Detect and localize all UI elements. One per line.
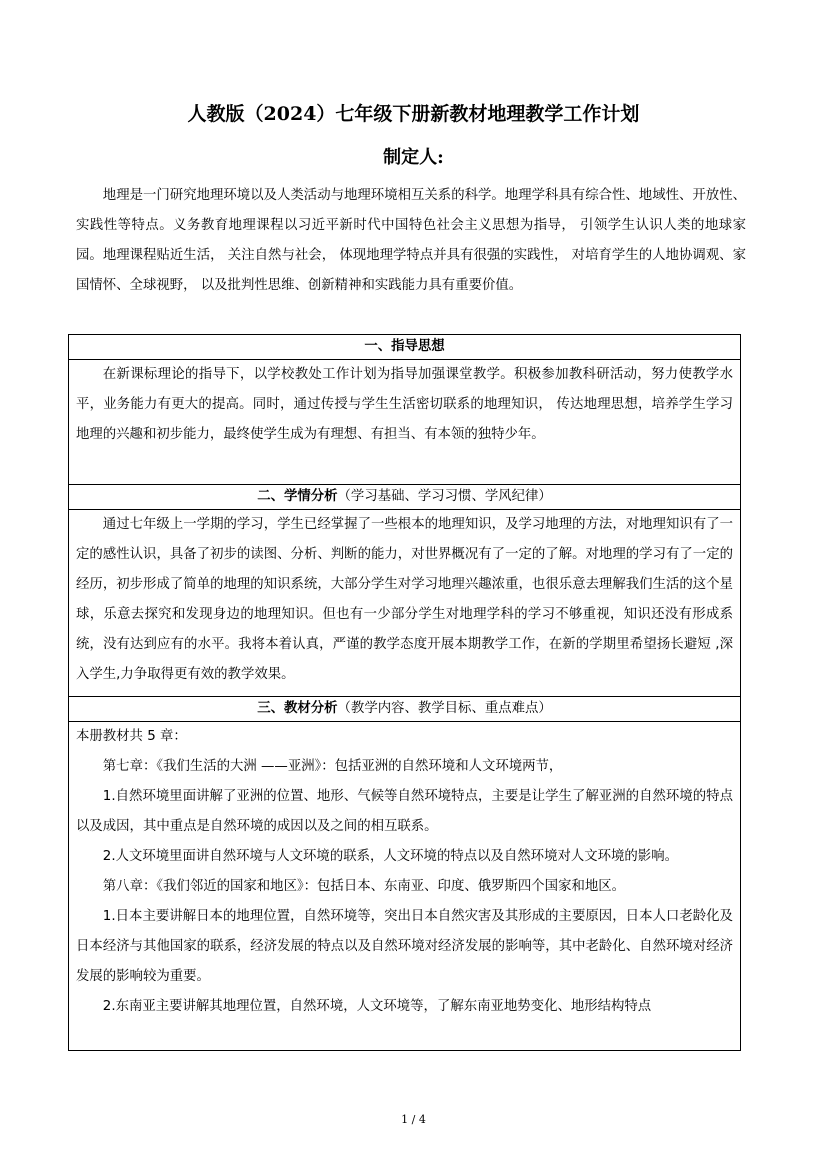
section-title: 一、指导思想 xyxy=(364,339,445,354)
section-body-guide xyxy=(69,360,741,485)
section-title: 三、教材分析 xyxy=(257,701,338,716)
section-heading-analysis xyxy=(69,485,741,510)
guide-heading-row xyxy=(69,335,741,360)
material-line: 2.东南亚主要讲解其地理位置，自然环境，人文环境等，了解东南亚地势变化、地形结构特点 xyxy=(102,999,652,1014)
analysis-body-row xyxy=(69,510,741,697)
section-title: 二、学情分析 xyxy=(257,489,338,504)
page-title: 人教版（2024）七年级下册新教材地理教学工作计划 xyxy=(187,103,640,125)
material-heading-row xyxy=(69,697,741,722)
material-line: 第八章：《我们邻近的国家和地区》：包括日本、东南亚、印度、俄罗斯四个国家和地区。 xyxy=(102,879,626,894)
author-label: 制定人: xyxy=(383,147,444,168)
section-heading-guide xyxy=(69,335,741,360)
section-subtitle: （学习基础、学习习惯、学风纪律） xyxy=(337,489,552,504)
page-number: 1 / 4 xyxy=(401,1113,426,1126)
section-body-material xyxy=(69,722,741,1051)
material-line: 第七章：《我们生活的大洲 ——亚洲》：包括亚洲的自然环境和人文环境两节， xyxy=(102,759,563,774)
analysis-paragraph: 通过七年级上一学期的学习，学生已经掌握了一些根本的地理知识，及学习地理的方法，对地理知识有了一定的感性认识，具备了初步的读图、分析、判断的能力，对世界概况有了一定的了解。对地理的学习有了一定的经历，初步形成了简单的地理的知识系统，大部分学生对学习地理兴趣浓重，也很乐意去理解我们生活的这个星球，乐意去探究和发现身边的地理知识。但也有一少部分学生对地理学科的学习不够重视，知识还没有形成系统，没有达到应有的水平。我将本着认真，严谨的教学态度开展本期教学工作，在新的学期里希望扬长避短 ,深入学生,力争取得更有效的教学效果。 xyxy=(76,517,733,682)
plan-table xyxy=(68,334,741,1051)
intro-paragraph: 地理是一门研究地理环境以及人类活动与地理环境相互关系的科学。地理学科具有综合性、地域性、开放性、实践性等特点。义务教育地理课程以习近平新时代中国特色社会主义思想为指导， 引领学生认识人类的地球家园。地理课程贴近生活， 关注自然与社会， 体现地理学特点并具有很强的实践性， 对培育学生的人地协调观、家国情怀、全球视野， 以及批判性思维、创新精神和实践能力具有重要价值。 xyxy=(76,188,746,293)
analysis-heading-row xyxy=(69,485,741,510)
guide-body-row xyxy=(69,360,741,485)
material-line: 本册教材共 5 章： xyxy=(76,729,187,744)
section-heading-material xyxy=(69,697,741,722)
material-line: 1.自然环境里面讲解了亚洲的位置、地形、气候等自然环境特点，主要是让学生了解亚洲的自然环境的特点以及成因，其中重点是自然环境的成因以及之间的相互联系。 xyxy=(76,789,733,834)
material-body-row xyxy=(69,722,741,1051)
section-body-analysis xyxy=(69,510,741,697)
section-subtitle: （教学内容、教学目标、重点难点） xyxy=(337,701,552,716)
guide-paragraph: 在新课标理论的指导下，以学校教处工作计划为指导加强课堂教学。积极参加教科研活动，努力使教学水平，业务能力有更大的提高。同时，通过传授与学生生活密切联系的地理知识， 传达地理思想，培养学生学习地理的兴趣和初步能力，最终使学生成为有理想、有担当、有本领的独特少年。 xyxy=(76,367,733,442)
material-line: 1.日本主要讲解日本的地理位置，自然环境等，突出日本自然灾害及其形成的主要原因，日本人口老龄化及日本经济与其他国家的联系，经济发展的特点以及自然环境对经济发展的影响等，其中老龄化、自然环境对经济发展的影响较为重要。 xyxy=(76,909,733,984)
material-line: 2.人文环境里面讲自然环境与人文环境的联系，人文环境的特点以及自然环境对人文环境的影响。 xyxy=(102,849,678,864)
